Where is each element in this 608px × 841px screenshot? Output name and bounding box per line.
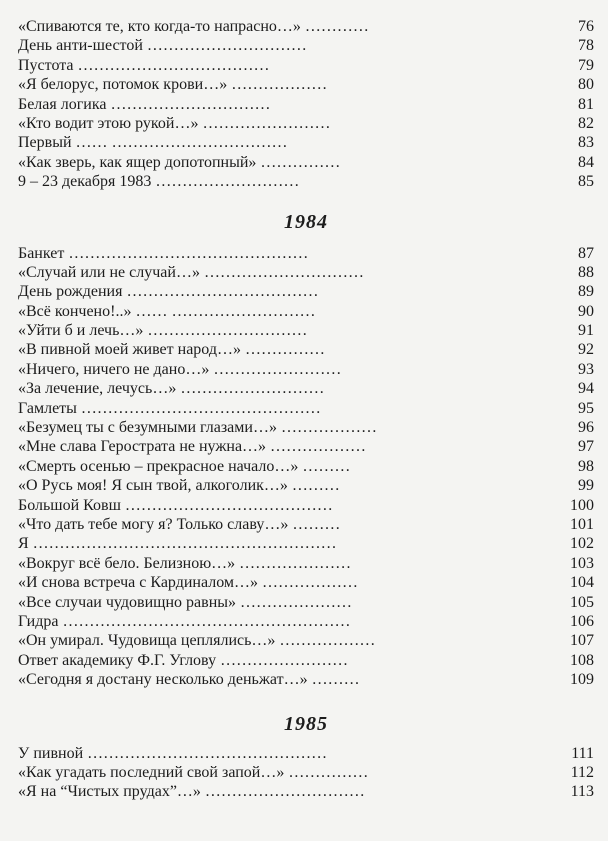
page-number: 100 — [570, 496, 594, 514]
toc-entry: «Безумец ты с безумными глазами…» ……………… 96 — [18, 419, 594, 437]
toc-entry: «Ничего, ничего не дано…» …………………… 93 — [18, 360, 594, 378]
page-number: 79 — [578, 56, 594, 74]
toc-block-1985 — [18, 744, 594, 802]
page-number: 89 — [578, 283, 594, 301]
page-number: 87 — [578, 244, 594, 262]
page-number: 80 — [578, 76, 594, 94]
page-number: 103 — [570, 554, 594, 572]
page-number: 88 — [578, 263, 594, 281]
page-number: 85 — [578, 173, 594, 191]
toc-entry: «Он умирал. Чудовища цеплялись…» ……………… 107 — [18, 632, 594, 650]
page-number: 105 — [570, 593, 594, 611]
toc-entry: «Уйти б и лечь…» ………………………… 91 — [18, 322, 594, 340]
page-number: 91 — [578, 322, 594, 340]
toc-entry: Я ………………………………………………… 102 — [18, 535, 594, 553]
page-number: 111 — [571, 744, 594, 762]
toc-entry: «Все случаи чудовищно равны» ………………… 105 — [18, 593, 594, 611]
page-number: 95 — [578, 399, 594, 417]
page-number: 76 — [578, 18, 594, 35]
page-number: 94 — [578, 380, 594, 398]
page-number: 81 — [578, 95, 594, 113]
page-number: 108 — [570, 651, 594, 669]
page-number: 98 — [578, 457, 594, 475]
page-number: 82 — [578, 114, 594, 132]
page-number: 78 — [578, 37, 594, 55]
toc-entry: «Как угадать последний свой запой…» …………… 112 — [18, 763, 594, 781]
toc-entry: «За лечение, лечусь…» ……………………… 94 — [18, 380, 594, 398]
page-number: 104 — [570, 574, 594, 592]
toc-entry: Большой Ковш ………………………………… 100 — [18, 496, 594, 514]
toc-entry: «Я на “Чистых прудах”…» ………………………… 113 — [18, 783, 594, 801]
page-number: 113 — [570, 783, 594, 801]
page-number: 107 — [570, 632, 594, 650]
toc-entry: «О Русь моя! Я сын твой, алкоголик…» ……… 99 — [18, 477, 594, 495]
page-number: 109 — [570, 671, 594, 689]
page-number: 97 — [578, 438, 594, 456]
page-number: 102 — [570, 535, 594, 553]
toc-entry: «И снова встреча с Кардиналом…» ……………… 104 — [18, 574, 594, 592]
toc-entry: Ответ академику Ф.Г. Углову …………………… 108 — [18, 651, 594, 669]
section-heading-1985: 1985 — [284, 712, 328, 735]
page-number: 101 — [570, 515, 594, 533]
toc-block-1983 — [18, 17, 594, 192]
page-number: 90 — [578, 302, 594, 320]
toc-entry: «Что дать тебе могу я? Только славу…» ……… 101 — [18, 515, 594, 533]
toc-entry: «Мне слава Герострата не нужна…» ……………… 97 — [18, 438, 594, 456]
section-heading-1984: 1984 — [284, 210, 328, 233]
toc-block-1984 — [18, 244, 594, 690]
toc-entry: «Всё кончено!..» …… ……………………… 90 — [18, 302, 594, 320]
toc-entry: «Вокруг всё бело. Белизною…» ………………… 103 — [18, 554, 594, 572]
toc-entry: День анти-шестой ………………………… 78 — [18, 37, 594, 55]
toc-entry: «Случай или не случай…» ………………………… 88 — [18, 263, 594, 281]
page-number: 106 — [570, 612, 594, 630]
toc-entry: «Кто водит этою рукой…» …………………… 82 — [18, 114, 594, 132]
toc-entry: «Как зверь, как ящер допотопный» …………… 84 — [18, 153, 594, 171]
toc-entry: «В пивной моей живет народ…» …………… 92 — [18, 341, 594, 359]
toc-entry: «Я белорус, потомок крови…» ……………… 80 — [18, 76, 594, 94]
toc-entry: Белая логика ………………………… 81 — [18, 95, 594, 113]
page-number: 84 — [578, 153, 594, 171]
toc-entry: У пивной ……………………………………… 111 — [18, 744, 594, 762]
toc-entry: Гидра ……………………………………………… 106 — [18, 612, 594, 630]
page-number: 96 — [578, 419, 594, 437]
page-number: 92 — [578, 341, 594, 359]
toc-entry: Банкет ……………………………………… 87 — [18, 244, 594, 262]
page-number: 83 — [578, 134, 594, 152]
toc-entry: Первый …… …………………………… 83 — [18, 134, 594, 152]
page-number: 112 — [570, 763, 594, 781]
toc-entry: 9 – 23 декабря 1983 ……………………… 85 — [18, 173, 594, 191]
toc-entry: Пустота ……………………………… 79 — [18, 56, 594, 74]
page-number: 93 — [578, 360, 594, 378]
toc-entry: «Сегодня я достану несколько деньжат…» ……… 109 — [18, 671, 594, 689]
toc-entry: День рождения ……………………………… 89 — [18, 283, 594, 301]
toc-entry: «Спиваются те, кто когда-то напрасно…» ………… 76 — [18, 18, 594, 35]
toc-entry: «Смерть осенью – прекрасное начало…» ……… 98 — [18, 457, 594, 475]
toc-entry: Гамлеты ……………………………………… 95 — [18, 399, 594, 417]
page-number: 99 — [578, 477, 594, 495]
